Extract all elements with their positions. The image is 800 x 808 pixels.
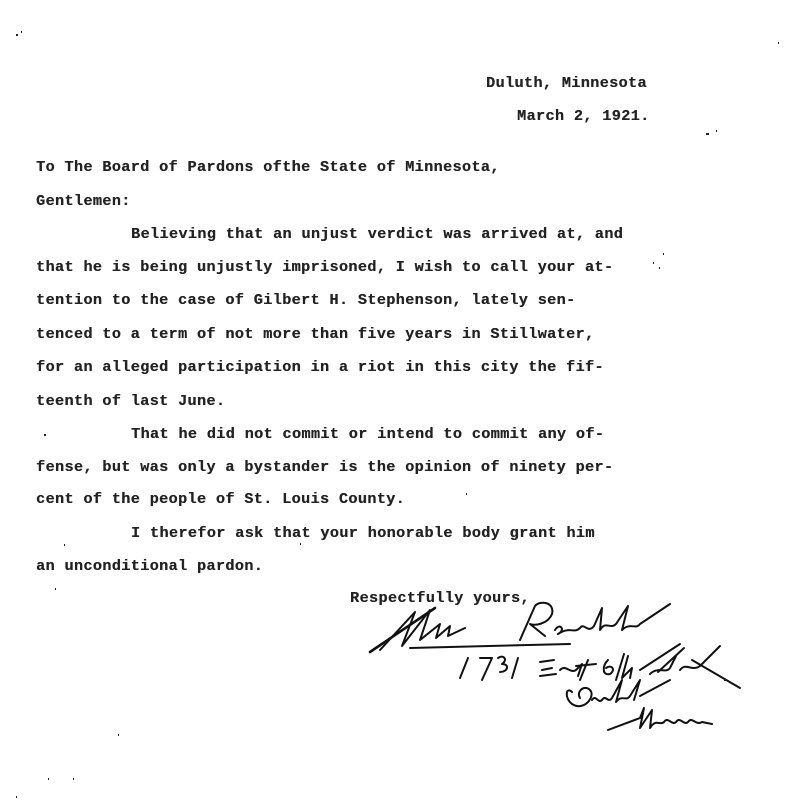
letter-salutation: Gentlemen:: [36, 192, 131, 210]
body-line: an unconditional pardon.: [36, 557, 264, 575]
scan-speck: [16, 34, 18, 36]
scan-speck: [724, 679, 726, 681]
handwritten-signature: [340, 600, 780, 740]
scan-speck: [778, 42, 779, 44]
body-line: Believing that an unjust verdict was arrived at, and: [131, 225, 624, 243]
scan-speck: [706, 133, 709, 135]
scan-speck: [73, 778, 74, 780]
body-line: I therefor ask that your honorable body grant him: [131, 524, 595, 542]
scan-speck: [48, 778, 49, 780]
scan-speck: [716, 130, 717, 132]
letter-addressee: To The Board of Pardons ofthe State of Minnesota,: [36, 158, 500, 176]
letter-date: March 2, 1921.: [517, 107, 650, 125]
scan-speck: [663, 253, 664, 255]
body-line: fense, but was only a bystander is the opinion of ninety per-: [36, 458, 614, 476]
body-line: tenced to a term of not more than five years in Stillwater,: [36, 325, 595, 343]
scan-speck: [64, 544, 65, 546]
scan-speck: [300, 543, 301, 545]
letter-closing: Respectfully yours,: [350, 589, 530, 607]
body-line: teenth of last June.: [36, 392, 226, 410]
body-line: cent of the people of St. Louis County.: [36, 490, 406, 508]
scan-speck: [44, 434, 46, 436]
scan-speck: [653, 262, 654, 264]
scan-speck: [659, 267, 660, 269]
letter-place: Duluth, Minnesota: [486, 74, 647, 92]
scan-speck: [16, 796, 17, 798]
scan-speck: [118, 734, 119, 736]
scan-speck: [466, 493, 467, 495]
body-line: tention to the case of Gilbert H. Stephenson, lately sen-: [36, 291, 576, 309]
body-line: that he is being unjustly imprisoned, I wish to call your at-: [36, 258, 614, 276]
scan-speck: [21, 31, 22, 33]
scan-speck: [55, 588, 56, 590]
body-line: for an alleged participation in a riot in this city the fif-: [36, 358, 604, 376]
body-line: That he did not commit or intend to commit any of-: [131, 425, 605, 443]
